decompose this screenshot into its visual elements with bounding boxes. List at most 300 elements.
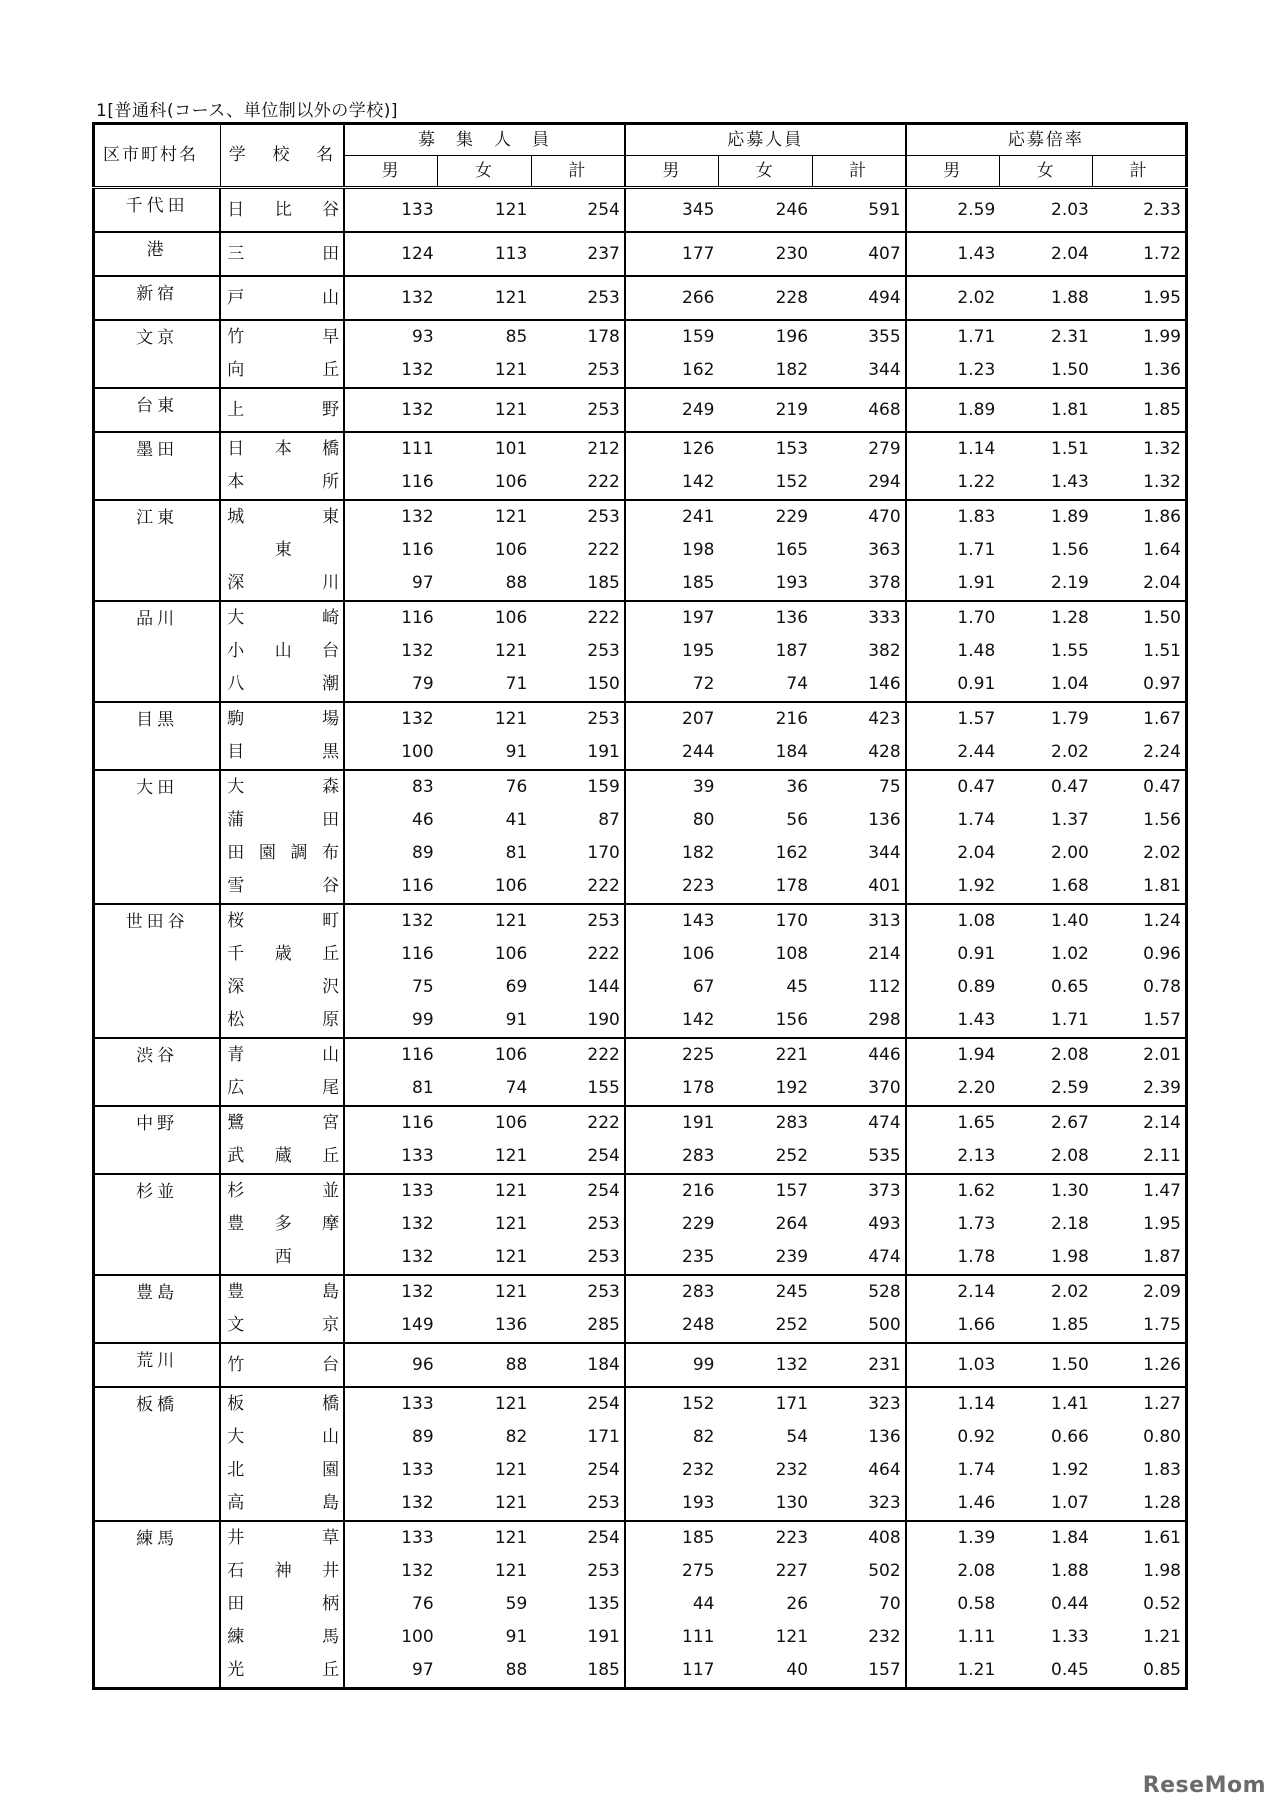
cell-applicants-female: 228 — [718, 276, 812, 320]
school-name-char: 向 — [227, 360, 245, 380]
school-name-char: 大 — [227, 1427, 245, 1447]
cell-applicants-female: 156 — [775, 1010, 809, 1030]
school-name — [220, 635, 344, 668]
cell-ratio-male: 0.92 — [906, 1421, 1000, 1454]
cell-ratio-female: 1.43 — [1051, 472, 1089, 492]
cell-ratio-male: 2.04 — [906, 837, 1000, 870]
school-name — [220, 567, 344, 601]
school-name — [220, 1654, 344, 1689]
cell-ratio-female: 1.30 — [999, 1174, 1093, 1208]
header-school-char: 名 — [316, 145, 336, 165]
cell-applicants-male: 191 — [625, 1106, 719, 1140]
cell-applicants-total: 231 — [812, 1343, 906, 1387]
school-name-char: 多 — [274, 1214, 292, 1234]
table-row — [94, 1106, 1187, 1140]
school-name-chars — [227, 1396, 339, 1413]
table-caption: 1[普通科(コース、単位制以外の学校)] — [96, 101, 399, 121]
cell-applicants-female: 182 — [775, 360, 809, 380]
cell-recruit-female: 121 — [494, 360, 528, 380]
applicants-table — [92, 122, 1188, 1690]
cell-ratio-male: 1.94 — [906, 1038, 1000, 1072]
cell-ratio-male: 0.58 — [906, 1588, 1000, 1621]
cell-ratio-male: 1.92 — [906, 870, 1000, 904]
school-name-chars — [227, 1115, 339, 1132]
school-name-char: 大 — [227, 777, 245, 797]
school-name-char: 雪 — [227, 876, 245, 896]
cell-ratio-total: 2.39 — [1143, 1078, 1181, 1098]
school-name-chars — [227, 1563, 339, 1580]
cell-applicants-female: 45 — [786, 977, 809, 997]
school-name-chars — [227, 441, 339, 458]
cell-ratio-male: 1.43 — [906, 232, 1000, 276]
school-name-char: 三 — [227, 243, 245, 264]
school-name-char: 日 — [227, 439, 245, 459]
cell-ratio-total: 1.26 — [1093, 1343, 1187, 1387]
school-name-char: 北 — [227, 1460, 245, 1480]
cell-ratio-female: 1.40 — [999, 904, 1093, 938]
school-name-char: 蒲 — [227, 810, 245, 830]
school-name — [220, 870, 344, 904]
cell-ratio-total: 1.72 — [1093, 232, 1187, 276]
cell-ratio-female: 2.08 — [999, 1038, 1093, 1072]
school-name-chars — [227, 1317, 339, 1334]
cell-ratio-total: 0.85 — [1143, 1660, 1181, 1680]
school-name — [220, 1621, 344, 1654]
cell-recruit-female: 69 — [505, 977, 528, 997]
cell-ratio-male: 0.89 — [906, 971, 1000, 1004]
cell-applicants-total: 591 — [812, 188, 906, 233]
school-name — [220, 1174, 344, 1208]
cell-ratio-male: 2.13 — [906, 1140, 1000, 1174]
table-row — [94, 276, 1187, 320]
school-name-char: 橋 — [322, 1394, 340, 1414]
school-name-char: 蔵 — [274, 1146, 292, 1166]
cell-ratio-female: 2.00 — [1051, 843, 1089, 863]
cell-applicants-female: 171 — [718, 1387, 812, 1421]
cell-recruit-female: 59 — [505, 1594, 528, 1614]
school-name-char: 深 — [227, 977, 245, 997]
cell-recruit-total: 222 — [531, 1106, 625, 1140]
cell-ratio-male: 1.70 — [906, 601, 1000, 635]
school-name-chars — [227, 1047, 339, 1064]
cell-ratio-male: 0.91 — [906, 938, 1000, 971]
cell-ratio-male: 2.08 — [906, 1555, 1000, 1588]
school-name-chars — [227, 243, 340, 264]
cell-ratio-male: 1.03 — [906, 1343, 1000, 1387]
school-name-chars — [227, 643, 339, 660]
cell-recruit-total: 253 — [531, 702, 625, 736]
cell-ratio-female: 0.44 — [1051, 1594, 1089, 1614]
school-name-char: 並 — [322, 1181, 340, 1201]
school-name-char: 練 — [227, 1627, 245, 1647]
school-name-char: 井 — [322, 1561, 340, 1581]
cell-recruit-total: 253 — [587, 1247, 620, 1267]
cell-recruit-male: 132 — [344, 354, 438, 388]
school-name-chars — [227, 509, 339, 526]
cell-recruit-female: 101 — [438, 432, 532, 466]
cell-ratio-female: 1.71 — [1051, 1010, 1089, 1030]
school-name — [220, 971, 344, 1004]
cell-ratio-total: 0.97 — [1143, 674, 1181, 694]
ward-name: 板橋 — [94, 1387, 221, 1521]
school-name-char: 本 — [274, 439, 292, 459]
cell-recruit-female: 106 — [438, 1038, 532, 1072]
cell-recruit-male: 89 — [344, 1421, 438, 1454]
cell-ratio-total: 1.28 — [1143, 1493, 1181, 1513]
cell-ratio-total: 0.80 — [1143, 1427, 1181, 1447]
cell-ratio-total: 1.81 — [1143, 876, 1181, 896]
cell-ratio-total: 0.47 — [1093, 770, 1187, 804]
cell-applicants-female: 230 — [718, 232, 812, 276]
table-header — [94, 124, 1187, 188]
cell-applicants-male: 72 — [625, 668, 719, 702]
cell-recruit-female: 121 — [494, 1561, 528, 1581]
school-name-char: 深 — [227, 573, 245, 593]
cell-applicants-male: 283 — [625, 1140, 719, 1174]
cell-recruit-total: 155 — [587, 1078, 620, 1098]
cell-ratio-male: 0.47 — [906, 770, 1000, 804]
cell-applicants-total: 494 — [812, 276, 906, 320]
header-applicants-total: 計 — [812, 156, 906, 188]
ward-name: 文京 — [94, 320, 221, 388]
cell-applicants-total: 408 — [812, 1521, 906, 1555]
cell-applicants-male: 198 — [625, 534, 719, 567]
school-name — [220, 837, 344, 870]
school-name-char: 豊 — [227, 1282, 245, 1302]
cell-ratio-female: 1.51 — [999, 432, 1093, 466]
cell-applicants-male: 229 — [625, 1208, 719, 1241]
cell-recruit-total: 222 — [587, 944, 620, 964]
cell-applicants-female: 232 — [775, 1460, 809, 1480]
school-name-chars — [227, 1354, 340, 1375]
cell-ratio-male: 2.20 — [906, 1072, 1000, 1106]
cell-ratio-female: 1.79 — [999, 702, 1093, 736]
school-name-char: 森 — [322, 777, 340, 797]
school-name-chars — [227, 979, 339, 996]
cell-applicants-male: 275 — [625, 1555, 719, 1588]
cell-ratio-female: 1.02 — [1051, 944, 1089, 964]
school-name-char: 台 — [322, 641, 340, 661]
cell-ratio-female: 1.04 — [1051, 674, 1089, 694]
cell-recruit-total: 212 — [531, 432, 625, 466]
cell-recruit-total: 253 — [531, 388, 625, 432]
table-row — [94, 1521, 1187, 1555]
school-name — [220, 1487, 344, 1521]
header-applicants-female: 女 — [718, 156, 812, 188]
cell-recruit-female: 88 — [438, 1343, 532, 1387]
cell-applicants-male: 80 — [625, 804, 719, 837]
cell-recruit-female: 121 — [438, 1521, 532, 1555]
cell-ratio-male: 1.14 — [906, 432, 1000, 466]
cell-applicants-female: 184 — [775, 742, 809, 762]
cell-applicants-total: 474 — [868, 1247, 901, 1267]
cell-applicants-total: 298 — [868, 1010, 901, 1030]
header-ratio-male: 男 — [906, 156, 1000, 188]
cell-recruit-total: 253 — [587, 1493, 620, 1513]
cell-ratio-total: 2.33 — [1093, 188, 1187, 233]
cell-recruit-total: 253 — [587, 641, 620, 661]
school-name-chars — [227, 845, 339, 862]
cell-recruit-female: 91 — [505, 1010, 528, 1030]
cell-applicants-male: 67 — [625, 971, 719, 1004]
cell-applicants-male: 244 — [625, 736, 719, 770]
school-name — [220, 1421, 344, 1454]
cell-ratio-total: 2.14 — [1093, 1106, 1187, 1140]
school-name-chars — [227, 711, 339, 728]
ward-name: 台東 — [94, 388, 221, 432]
school-name-char: 園 — [322, 1460, 340, 1480]
cell-recruit-male: 124 — [344, 232, 438, 276]
cell-applicants-male: 193 — [625, 1487, 719, 1521]
header-applicants-male: 男 — [625, 156, 719, 188]
cell-recruit-male: 116 — [344, 938, 438, 971]
cell-applicants-total: 401 — [868, 876, 901, 896]
cell-ratio-male: 2.44 — [906, 736, 1000, 770]
school-name-chars — [227, 329, 339, 346]
cell-recruit-female: 121 — [438, 500, 532, 534]
cell-recruit-total: 184 — [531, 1343, 625, 1387]
cell-applicants-total: 344 — [868, 360, 901, 380]
cell-applicants-total: 112 — [868, 977, 901, 997]
cell-recruit-female: 91 — [505, 1627, 528, 1647]
table-row — [94, 1654, 1187, 1689]
school-name-char: 丘 — [322, 1660, 340, 1680]
cell-applicants-male: 235 — [625, 1241, 719, 1275]
cell-recruit-male: 133 — [344, 1140, 438, 1174]
cell-applicants-total: 470 — [812, 500, 906, 534]
header-ratio-total: 計 — [1093, 156, 1187, 188]
school-name-chars — [227, 1629, 339, 1646]
school-name-char: 園 — [258, 843, 276, 863]
table-row — [94, 1072, 1187, 1106]
cell-recruit-male: 132 — [344, 1208, 438, 1241]
school-name-char: 東 — [274, 540, 292, 560]
cell-applicants-male: 142 — [625, 1004, 719, 1038]
cell-applicants-total: 70 — [879, 1594, 901, 1614]
table-row — [94, 1387, 1187, 1421]
school-name — [220, 188, 344, 233]
cell-recruit-total: 254 — [531, 1387, 625, 1421]
cell-recruit-total: 253 — [531, 904, 625, 938]
cell-ratio-total: 1.36 — [1143, 360, 1181, 380]
school-name — [220, 601, 344, 635]
school-name-char: 高 — [227, 1493, 245, 1513]
cell-recruit-female: 113 — [438, 232, 532, 276]
table-row — [94, 601, 1187, 635]
school-name-chars — [227, 878, 339, 895]
school-name-chars — [227, 399, 340, 420]
cell-recruit-male: 132 — [344, 702, 438, 736]
table-row — [94, 1309, 1187, 1343]
cell-ratio-female: 2.59 — [1051, 1078, 1089, 1098]
school-name — [220, 804, 344, 837]
cell-ratio-female: 1.41 — [999, 1387, 1093, 1421]
cell-recruit-male: 75 — [344, 971, 438, 1004]
cell-recruit-male: 83 — [344, 770, 438, 804]
cell-recruit-total: 185 — [587, 1660, 620, 1680]
cell-recruit-male: 116 — [344, 534, 438, 567]
cell-ratio-male: 2.59 — [906, 188, 1000, 233]
table-row — [94, 1038, 1187, 1072]
cell-applicants-male: 345 — [625, 188, 719, 233]
school-name — [220, 432, 344, 466]
school-name-char: 西 — [274, 1247, 292, 1267]
school-name-char: 黒 — [322, 742, 340, 762]
header-school-char: 学 — [228, 145, 248, 165]
cell-ratio-total: 1.67 — [1093, 702, 1187, 736]
school-name-char: 摩 — [322, 1214, 340, 1234]
cell-recruit-male: 116 — [344, 870, 438, 904]
ward-name: 大田 — [94, 770, 221, 904]
school-name-char: 丘 — [322, 944, 340, 964]
cell-recruit-male: 76 — [344, 1588, 438, 1621]
cell-applicants-total: 146 — [868, 674, 901, 694]
header-applicants: 応募人員 — [625, 124, 906, 156]
cell-recruit-total: 237 — [531, 232, 625, 276]
cell-recruit-total: 253 — [587, 1214, 620, 1234]
cell-ratio-female: 2.02 — [999, 1275, 1093, 1309]
school-name-chars — [227, 610, 339, 627]
cell-ratio-male: 0.91 — [906, 668, 1000, 702]
table-row — [94, 232, 1187, 276]
table-row — [94, 354, 1187, 388]
cell-applicants-total: 423 — [812, 702, 906, 736]
cell-applicants-total: 136 — [868, 1427, 901, 1447]
school-name — [220, 1555, 344, 1588]
table-row — [94, 702, 1187, 736]
cell-applicants-male: 82 — [625, 1421, 719, 1454]
school-name-chars — [227, 542, 339, 559]
school-name — [220, 1208, 344, 1241]
school-name-chars — [227, 913, 339, 930]
cell-applicants-male: 232 — [625, 1454, 719, 1487]
ward-name: 品川 — [94, 601, 221, 702]
school-name-char: 松 — [227, 1010, 245, 1030]
table-row — [94, 938, 1187, 971]
cell-ratio-total: 2.09 — [1093, 1275, 1187, 1309]
cell-ratio-male: 1.83 — [906, 500, 1000, 534]
cell-ratio-total: 2.02 — [1143, 843, 1181, 863]
cell-ratio-male: 1.73 — [906, 1208, 1000, 1241]
cell-applicants-total: 232 — [868, 1627, 901, 1647]
school-name-char: 神 — [274, 1561, 292, 1581]
school-name-char: 所 — [322, 472, 340, 492]
cell-ratio-male: 1.48 — [906, 635, 1000, 668]
school-name-chars — [227, 1249, 339, 1266]
school-name-char: 石 — [227, 1561, 245, 1581]
school-name-char: 橋 — [322, 439, 340, 459]
cell-ratio-male: 1.89 — [906, 388, 1000, 432]
school-name — [220, 904, 344, 938]
cell-recruit-female: 121 — [438, 188, 532, 233]
table-row — [94, 388, 1187, 432]
cell-recruit-total: 159 — [531, 770, 625, 804]
school-name-char: 広 — [227, 1078, 245, 1098]
cell-recruit-female: 88 — [505, 573, 528, 593]
cell-recruit-female: 121 — [438, 1387, 532, 1421]
cell-ratio-total: 1.83 — [1143, 1460, 1181, 1480]
cell-recruit-female: 85 — [438, 320, 532, 354]
school-name — [220, 534, 344, 567]
cell-applicants-male: 225 — [625, 1038, 719, 1072]
cell-ratio-total: 1.95 — [1093, 276, 1187, 320]
cell-recruit-total: 254 — [531, 1174, 625, 1208]
school-name-chars — [227, 1080, 339, 1097]
cell-recruit-total: 254 — [531, 188, 625, 233]
cell-applicants-male: 126 — [625, 432, 719, 466]
cell-applicants-total: 313 — [812, 904, 906, 938]
school-name — [220, 1241, 344, 1275]
cell-applicants-female: 239 — [775, 1247, 809, 1267]
school-name-chars — [227, 1495, 339, 1512]
cell-applicants-male: 223 — [625, 870, 719, 904]
cell-recruit-total: 135 — [587, 1594, 620, 1614]
school-name-char: 布 — [322, 843, 340, 863]
cell-applicants-total: 323 — [812, 1387, 906, 1421]
cell-applicants-female: 252 — [775, 1315, 809, 1335]
cell-applicants-male: 248 — [625, 1309, 719, 1343]
cell-recruit-female: 106 — [494, 472, 528, 492]
school-name-chars — [227, 744, 339, 761]
cell-ratio-female: 1.84 — [999, 1521, 1093, 1555]
table-row — [94, 1004, 1187, 1038]
cell-applicants-total: 535 — [868, 1146, 901, 1166]
cell-applicants-total: 294 — [868, 472, 901, 492]
school-name-char: 谷 — [322, 199, 340, 220]
ward-name: 世田谷 — [94, 904, 221, 1038]
cell-ratio-male: 1.21 — [906, 1654, 1000, 1689]
school-name-char: 柄 — [322, 1594, 340, 1614]
school-name — [220, 736, 344, 770]
cell-recruit-male: 96 — [344, 1343, 438, 1387]
school-name-char: 竹 — [227, 1354, 245, 1375]
cell-recruit-total: 285 — [587, 1315, 620, 1335]
cell-applicants-male: 185 — [625, 567, 719, 601]
cell-applicants-female: 26 — [786, 1594, 809, 1614]
school-name-char: 野 — [322, 399, 340, 420]
table-row — [94, 736, 1187, 770]
school-name-chars — [227, 1462, 339, 1479]
school-name-char: 本 — [227, 472, 245, 492]
cell-recruit-total: 253 — [587, 360, 620, 380]
cell-applicants-female: 121 — [775, 1627, 809, 1647]
school-name-chars — [227, 474, 339, 491]
cell-recruit-male: 132 — [344, 1555, 438, 1588]
school-name-char: 島 — [322, 1493, 340, 1513]
header-school — [220, 124, 344, 188]
school-name-chars — [227, 1429, 339, 1446]
cell-recruit-total: 191 — [587, 742, 620, 762]
school-name — [220, 232, 344, 276]
school-name — [220, 1309, 344, 1343]
cell-applicants-female: 136 — [718, 601, 812, 635]
cell-applicants-male: 241 — [625, 500, 719, 534]
school-name — [220, 938, 344, 971]
cell-recruit-female: 106 — [494, 944, 528, 964]
cell-recruit-total: 222 — [587, 540, 620, 560]
cell-recruit-total: 87 — [598, 810, 620, 830]
school-name-char: 歳 — [274, 944, 292, 964]
cell-applicants-total: 502 — [868, 1561, 901, 1581]
school-name — [220, 1140, 344, 1174]
table-row — [94, 804, 1187, 837]
school-name-chars — [227, 1216, 339, 1233]
cell-ratio-total: 1.21 — [1143, 1627, 1181, 1647]
cell-ratio-female: 0.45 — [1051, 1660, 1089, 1680]
cell-applicants-total: 363 — [868, 540, 901, 560]
cell-ratio-female: 2.03 — [999, 188, 1093, 233]
cell-applicants-total: 378 — [868, 573, 901, 593]
